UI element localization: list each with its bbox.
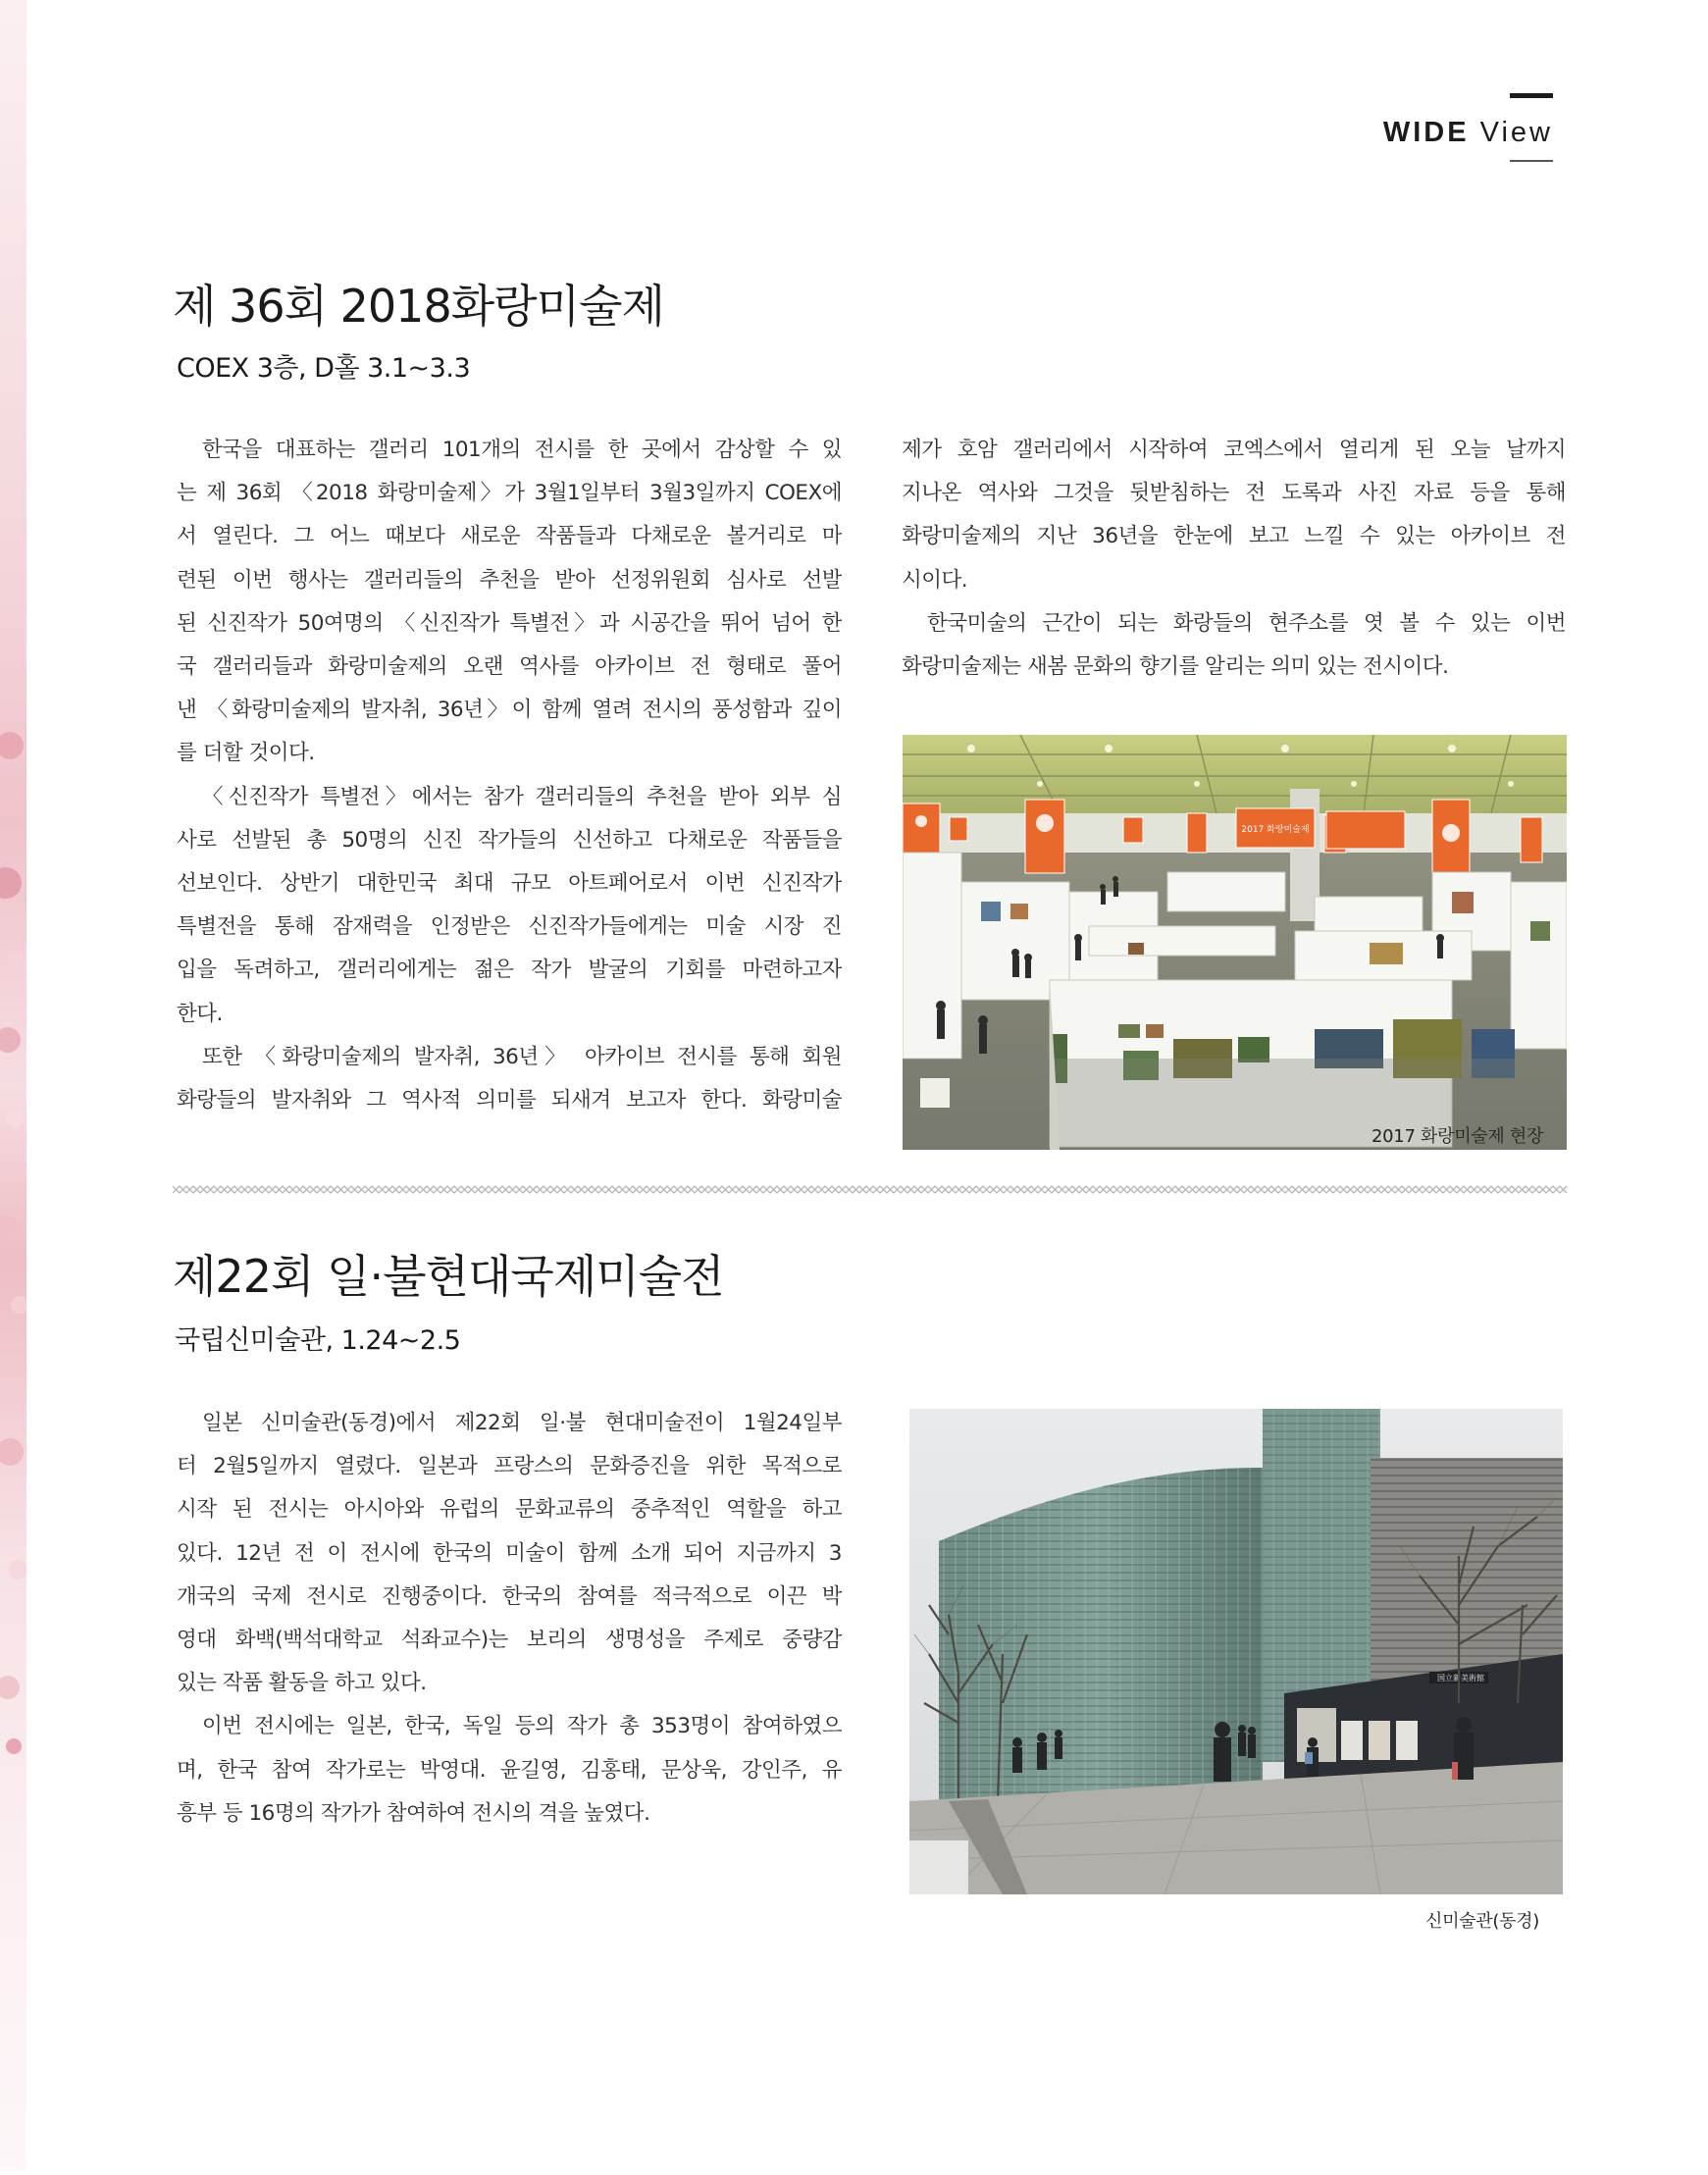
article1-title: 제 36회 2018화랑미술제 <box>173 280 664 333</box>
text-line: 개국의 국제 전시로 진행중이다. 한국의 참여를 적극적으로 이끈 박 <box>177 1583 842 1609</box>
cherry-blossom-edge <box>0 0 26 2171</box>
article1-subtitle: COEX 3층, D홀 3.1~3.3 <box>177 353 471 384</box>
text-line: 특별전을 통해 잠재력을 인정받은 신진작가들에게는 미술 시장 진 <box>177 914 842 940</box>
text-line: 한국미술의 근간이 되는 화랑들의 현주소를 엿 볼 수 있는 이번 <box>927 610 1566 636</box>
text-line: 시이다. <box>902 567 968 593</box>
page-header <box>1259 93 1553 164</box>
text-line: 흥부 등 16명의 작가가 참여하여 전시의 격을 높였다. <box>177 1800 650 1826</box>
text-line: 입을 독려하고, 갤러리에게는 젊은 작가 발굴의 기회를 마련하고자 <box>177 958 842 983</box>
text-line: 국 갤러리들과 화랑미술제의 오랜 역사를 아카이브 전 형태로 풀어 <box>177 654 842 680</box>
text-line: 선보인다. 상반기 대한민국 최대 규모 아트페어로서 이번 신진작가 <box>177 871 842 897</box>
text-line: 는 제 36회 〈2018 화랑미술제〉가 3월1일부터 3월3일까지 COEX에 <box>177 481 842 506</box>
text-line: 이번 전시에는 일본, 한국, 독일 등의 작가 총 353명이 참여하였으 <box>202 1714 842 1739</box>
text-line: 낸 〈화랑미술제의 발자취, 36년〉이 함께 열려 전시의 풍성함과 깊이 <box>177 698 842 723</box>
text-line: 서 열린다. 그 어느 때보다 새로운 작품들과 다채로운 볼거리로 마 <box>177 524 842 549</box>
text-line: 있다. 12년 전 이 전시에 한국의 미술이 함께 소개 되어 지금까지 3 <box>177 1540 842 1566</box>
text-line: 일본 신미술관(동경)에서 제22회 일·불 현대미술전이 1월24일부 <box>202 1411 842 1435</box>
text-line: 화랑미술제는 새봄 문화의 향기를 알리는 의미 있는 전시이다. <box>902 654 1449 680</box>
text-line: 〈신진작가 특별전〉에서는 참가 갤러리들의 추천을 받아 외부 심 <box>202 784 842 809</box>
text-line: 사로 선발된 총 50명의 신진 작가들의 신선하고 다채로운 작품들을 <box>177 827 842 853</box>
text-line: 시작 된 전시는 아시아와 유럽의 문화교류의 중추적인 역할을 하고 <box>177 1497 842 1523</box>
text-line: 며, 한국 참여 작가로는 박영대. 윤길영, 김홍태, 문상욱, 강인주, 유 <box>177 1757 842 1783</box>
text-line: 있는 작품 활동을 하고 있다. <box>177 1671 427 1696</box>
article2-subtitle: 국립신미술관, 1.24~2.5 <box>175 1325 461 1356</box>
museum-sign-text: 国立新美術館 <box>1437 1674 1484 1683</box>
header-accent-bar <box>1510 93 1553 98</box>
section-divider <box>173 1183 1568 1197</box>
text-line: 한다. <box>177 1001 223 1026</box>
text-line: 한국을 대표하는 갤러리 101개의 전시를 한 곳에서 감상할 수 있 <box>202 438 842 462</box>
header-underline <box>1510 160 1553 162</box>
text-line: 제가 호암 갤러리에서 시작하여 코엑스에서 열리게 된 오늘 날까지 <box>902 438 1566 462</box>
text-line: 지나온 역사와 그것을 뒷받침하는 전 도록과 사진 자료 등을 통해 <box>902 481 1566 506</box>
hall-banner-label: 2017 화랑미술제 <box>1241 825 1310 835</box>
text-line: 또한 〈화랑미술제의 발자취, 36년〉 아카이브 전시를 통해 회원 <box>202 1044 842 1069</box>
text-line: 련된 이번 행사는 갤러리들의 추천을 받아 선정위원회 심사로 선발 <box>177 567 842 593</box>
text-line: 된 신진작가 50여명의 〈신진작가 특별전〉과 시공간을 뛰어 넘어 한 <box>177 610 842 636</box>
museum-building-photo <box>909 1409 1563 1894</box>
text-line: 영대 화백(백석대학교 석좌교수)는 보리의 생명성을 주제로 중량감 <box>177 1628 842 1653</box>
text-line: 터 2월5일까지 열렸다. 일본과 프랑스의 문화증진을 위한 목적으로 <box>177 1454 842 1479</box>
section-label-light: View <box>1479 117 1553 148</box>
article1-body-right <box>902 429 1566 689</box>
article1-body-left <box>177 429 842 1122</box>
exhibition-photo-caption: 2017 화랑미술제 현장 <box>1372 1126 1544 1147</box>
museum-photo-caption: 신미술관(동경) <box>1425 1911 1539 1932</box>
text-line: 화랑미술제의 지난 36년을 한눈에 보고 느낄 수 있는 아카이브 전 <box>902 524 1566 549</box>
article2-body <box>177 1402 842 1836</box>
exhibition-hall-photo <box>903 735 1567 1150</box>
section-label <box>1383 117 1553 149</box>
article2-title: 제22회 일·불현대국제미술전 <box>173 1250 724 1303</box>
text-line: 를 더할 것이다. <box>177 741 315 766</box>
section-label-bold: WIDE <box>1382 117 1470 148</box>
blossom-petals-decoration <box>0 0 26 2171</box>
text-line: 화랑들의 발자취와 그 역사적 의미를 되새겨 보고자 한다. 화랑미술 <box>177 1088 842 1113</box>
